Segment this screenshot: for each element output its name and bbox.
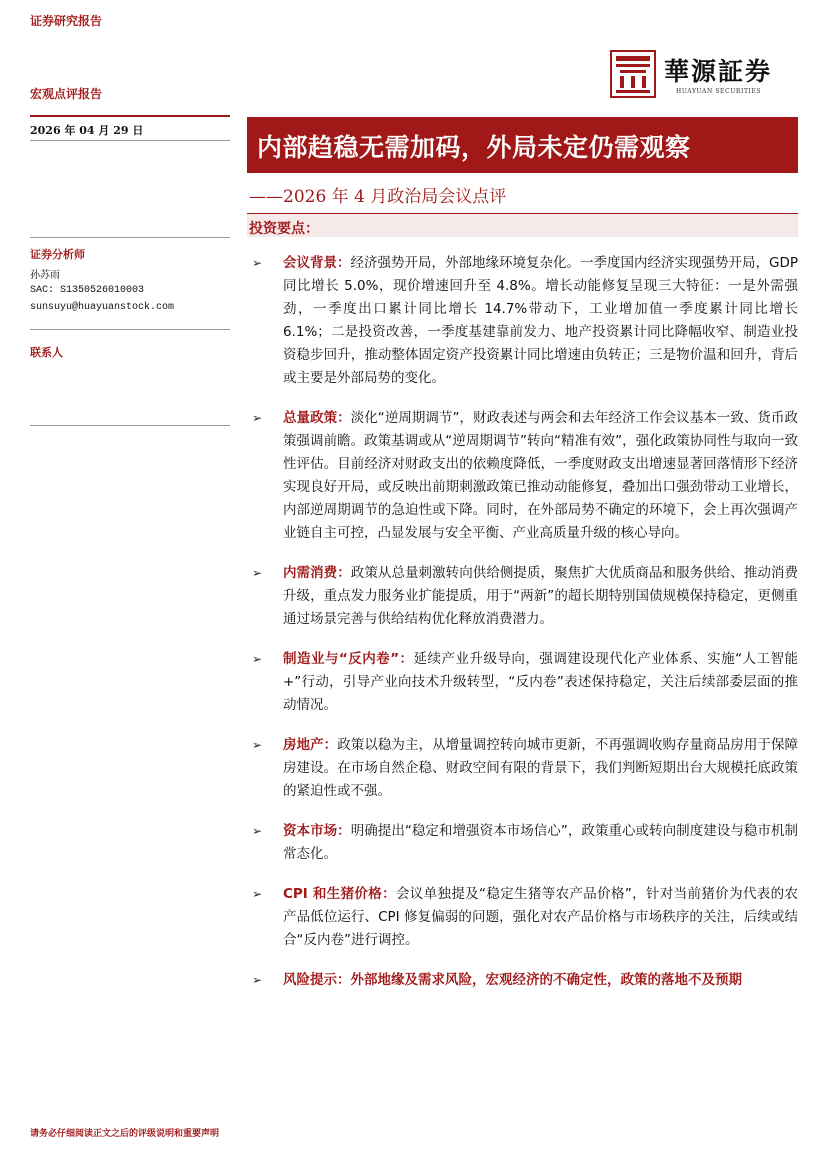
arrow-bullet-icon: ➢ <box>252 973 263 987</box>
list-item <box>252 648 798 717</box>
bullet-heading: 总量政策： <box>283 410 351 426</box>
bullet-heading: 资本市场： <box>283 823 351 839</box>
arrow-bullet-icon: ➢ <box>252 411 263 425</box>
list-item <box>252 252 798 390</box>
bullet-body: 政策从总量刺激转向供给侧提质，聚焦扩大优质商品和服务供给、推动消费升级，重点发力服务业扩能提质，用于“两新”的超长期特别国债规模保持稳定，更侧重通过场景完善与供给结构优化释放消费潜力。 <box>283 565 799 627</box>
key-points-list <box>252 252 798 1009</box>
list-item <box>252 969 798 992</box>
bullet-body: 明确提出“稳定和增强资本市场信心”，政策重心或转向制度建设与稳市机制常态化。 <box>283 823 798 862</box>
report-type-label: 证券研究报告 <box>30 14 103 28</box>
divider <box>30 115 230 117</box>
company-name-english: HUAYUAN SECURITIES <box>676 88 762 95</box>
list-item <box>252 820 798 866</box>
bullet-body: 政策以稳为主，从增量调控转向城市更新，不再强调收购存量商品房用于保障房建设。在市场自然企稳、财政空间有限的背景下，我们判断短期出台大规模托底政策的紧迫性或不强。 <box>283 737 799 799</box>
bullet-heading: CPI 和生猪价格： <box>283 886 396 902</box>
report-date: 2026 年 04 月 29 日 <box>30 124 144 137</box>
divider <box>30 237 230 238</box>
arrow-bullet-icon: ➢ <box>252 652 263 666</box>
bullet-heading: 会议背景： <box>283 255 351 271</box>
bullet-body: 延续产业升级导向，强调建设现代化产业体系、实施“人工智能+”行动，引导产业向技术升级转型，“反内卷”表述保持稳定，关注后续部委层面的推动情况。 <box>283 651 798 713</box>
arrow-bullet-icon: ➢ <box>252 256 263 270</box>
divider <box>30 425 230 426</box>
arrow-bullet-icon: ➢ <box>252 566 263 580</box>
bullet-heading: 风险提示： <box>283 972 351 988</box>
bullet-body: 外部地缘及需求风险，宏观经济的不确定性，政策的落地不及预期 <box>350 972 742 988</box>
list-item <box>252 734 798 803</box>
bullet-body: 淡化“逆周期调节”，财政表述与两会和去年经济工作会议基本一致、货币政策强调前瞻。政策基调或从“逆周期调节”转向“精准有效”，强化政策协同性与取向一致性评估。目前经济对财政支出的依赖度降低，一季度财政支出增速显著回落情形下经济实现良好开局，或反映出前期刺激政策已推动动能修复，叠加出口强劲带动工业增长，内部逆周期调节的急迫性或下降。同时，在外部局势不确定的环境下，会上再次强调产业链自主可控，凸显发展与安全平衡、产业高质量升级的核心导向。 <box>283 410 798 541</box>
page-title: 内部趋稳无需加码，外局未定仍需观察 <box>257 133 691 162</box>
company-name: 華源証券 <box>664 57 773 86</box>
arrow-bullet-icon: ➢ <box>252 887 263 901</box>
report-subtype-label: 宏观点评报告 <box>30 87 103 101</box>
arrow-bullet-icon: ➢ <box>252 824 263 838</box>
bullet-body: 会议单独提及“稳定生猪等农产品价格”，针对当前猪价为代表的农产品低位运行、CPI 修复偏弱的问题，强化对农产品价格与市场秩序的关注，后续或结合“反内卷”进行调控。 <box>283 886 798 948</box>
divider <box>30 140 230 141</box>
list-item <box>252 883 798 952</box>
analyst-sac-number: SAC: S1350526010003 <box>30 285 145 296</box>
huayuan-logo-icon <box>610 50 656 98</box>
list-item <box>252 562 798 631</box>
list-item <box>252 407 798 545</box>
contact-heading: 联系人 <box>30 346 63 359</box>
analyst-heading: 证券分析师 <box>30 248 85 261</box>
bullet-body: 经济强势开局，外部地缘环境复杂化。一季度国内经济实现强势开局，GDP 同比增长 5.0%，现价增速回升至 4.8%。增长动能修复呈现三大特征：一是外需强劲，一季度出口累计同比增长 14.7%带动下，工业增加值一季度累计同比增长 6.1%；二是投资改善，一季度基建靠前发力、地产投资累计同比降幅收窄、制造业投资稳步回升，推动整体固定资产投资累计同比增速由负转正；三是物价温和回升，背后或主要是外部局势的变化。 <box>283 255 798 386</box>
footer-disclaimer: 请务必仔细阅读正文之后的评级说明和重要声明 <box>30 1129 220 1139</box>
section-title: 投资要点： <box>249 221 319 237</box>
bullet-heading: 制造业与“反内卷”： <box>283 651 414 667</box>
page-subtitle: ——2026 年 4 月政治局会议点评 <box>249 187 507 207</box>
arrow-bullet-icon: ➢ <box>252 738 263 752</box>
analyst-name: 孙苏雨 <box>30 270 60 281</box>
bullet-heading: 内需消费： <box>283 565 351 581</box>
bullet-heading: 房地产： <box>283 737 338 753</box>
divider <box>30 329 230 330</box>
section-header <box>247 213 798 237</box>
company-logo <box>610 50 800 98</box>
title-banner <box>247 117 798 173</box>
analyst-email: sunsuyu@huayuanstock.com <box>30 302 175 313</box>
